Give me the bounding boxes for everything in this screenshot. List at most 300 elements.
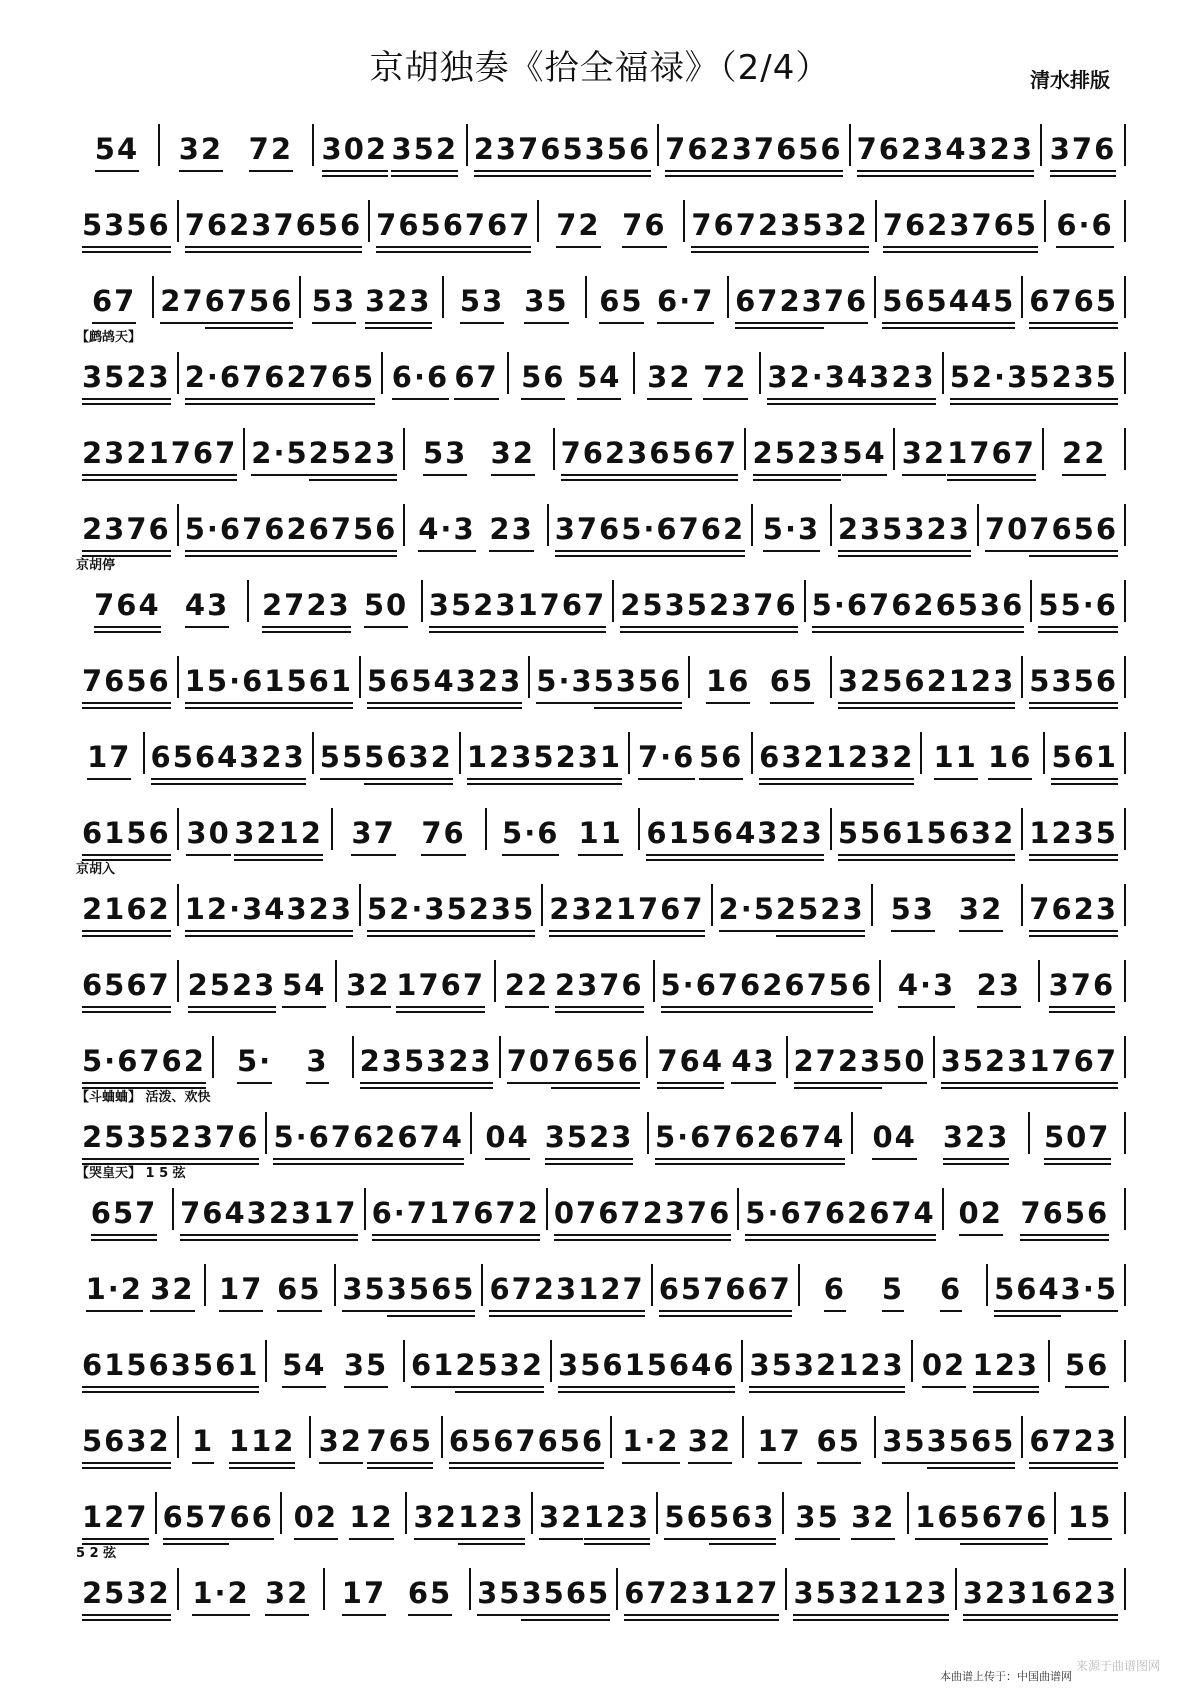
note-group: 2523	[188, 968, 277, 1016]
measure	[443, 1412, 610, 1472]
score-title: 京胡独奏《拾全福禄》（2/4）	[369, 48, 831, 88]
score-line	[76, 180, 1126, 256]
note-group: 507	[1044, 1120, 1111, 1168]
measure	[788, 1032, 933, 1092]
note-group: 3212	[234, 816, 323, 864]
measure	[935, 1032, 1124, 1092]
measure	[76, 272, 152, 332]
note-group: 1·2	[86, 1272, 143, 1320]
measure	[76, 1260, 204, 1320]
note-group: 565	[882, 284, 949, 332]
note-group: 674	[869, 1196, 936, 1244]
note-group: 561	[1051, 740, 1118, 788]
measure	[753, 728, 920, 788]
note-group: 5·6762	[745, 1196, 869, 1244]
note-group: 17	[758, 1424, 802, 1472]
measure	[635, 348, 759, 408]
measure	[76, 576, 247, 636]
note-group: 65	[599, 284, 643, 332]
section-mark: 京胡停	[76, 558, 116, 573]
measure	[555, 424, 744, 484]
measure	[909, 1488, 1054, 1548]
note-group: 2162	[82, 892, 171, 940]
note-group: 5·6762	[661, 968, 785, 1016]
measure	[744, 1412, 874, 1472]
note-group: 23	[489, 512, 533, 560]
measure	[876, 272, 1021, 332]
note-group: 12	[349, 1500, 393, 1548]
score-line	[76, 104, 1126, 180]
measure	[214, 1032, 352, 1092]
measure	[179, 1412, 309, 1472]
note-group: 765	[309, 360, 376, 408]
measure	[314, 728, 459, 788]
note-group: 6756	[784, 968, 873, 1016]
note-group: 23	[977, 968, 1021, 1016]
note-group: 5·6	[502, 816, 559, 864]
measure	[832, 500, 977, 560]
note-group: 765	[367, 1424, 434, 1472]
note-group: 65	[408, 1576, 452, 1624]
note-group: 32	[150, 1272, 194, 1320]
note-group: 32	[491, 436, 535, 484]
measure	[361, 880, 541, 940]
note-group: 5·6762	[812, 588, 936, 636]
note-group: 5·6762	[655, 1120, 779, 1168]
barline	[1124, 1416, 1126, 1458]
note-group: 7656	[82, 664, 171, 712]
measure	[1023, 272, 1124, 332]
note-group: 2123	[927, 664, 1016, 712]
measure	[1023, 880, 1124, 940]
note-group: 123	[584, 1500, 651, 1548]
note-group: 53	[891, 892, 935, 940]
measure	[1030, 1108, 1124, 1168]
note-group: 4·3	[898, 968, 955, 1016]
note-group: 2317	[269, 1196, 358, 1244]
note-group: 32	[647, 360, 691, 408]
measure	[1046, 196, 1124, 256]
measure	[988, 1260, 1124, 1320]
note-group: 5356	[562, 132, 651, 180]
note-group: 6·6	[1056, 208, 1113, 256]
section-mark: 京胡入	[76, 862, 116, 877]
note-group: 323	[365, 284, 432, 332]
score-line	[76, 1396, 1126, 1472]
note-group: 6·6	[392, 360, 449, 408]
note-group: 70	[985, 512, 1029, 560]
note-group: 323	[943, 1120, 1010, 1168]
note-group: 2523	[753, 436, 842, 484]
note-group: 5632	[927, 816, 1016, 864]
score-line	[76, 1320, 1126, 1396]
note-group: 7623	[665, 132, 754, 180]
measure	[157, 1488, 280, 1548]
note-group: 6723	[1029, 1424, 1118, 1472]
note-group: 35	[882, 1424, 926, 1472]
measure	[877, 196, 1044, 256]
note-group: 5561	[838, 816, 927, 864]
note-group: 02	[959, 1196, 1003, 1244]
measure	[1050, 1336, 1124, 1396]
measure	[1032, 576, 1124, 636]
note-group: 4323	[434, 664, 523, 712]
measure	[873, 880, 1022, 940]
note-group: 16	[915, 1500, 959, 1548]
note-group: 11	[578, 816, 622, 864]
barline	[1124, 808, 1126, 850]
note-group: 6·7	[657, 284, 714, 332]
note-group: 61	[411, 1348, 455, 1396]
barline	[1124, 1188, 1126, 1230]
note-group: 2376	[474, 132, 563, 180]
measure	[337, 956, 494, 1016]
note-group: 16	[706, 664, 750, 712]
measure	[471, 1564, 616, 1624]
note-group: 27	[160, 284, 204, 332]
measure	[618, 1564, 785, 1624]
score-line	[76, 1244, 1126, 1320]
note-group: 11	[934, 740, 978, 788]
note-group: 22	[505, 968, 549, 1016]
measure	[267, 1108, 469, 1168]
note-group: 43	[731, 1044, 775, 1092]
note-group: 4323	[735, 816, 824, 864]
note-group: 123	[973, 1348, 1040, 1396]
note-group: 7623	[883, 208, 972, 256]
measure	[655, 956, 880, 1016]
barline	[1124, 580, 1126, 622]
note-group: 6	[940, 1272, 962, 1320]
measure	[614, 576, 803, 636]
note-group: 7643	[180, 1196, 269, 1244]
note-group: 2532	[82, 1576, 171, 1624]
note-group: 235	[838, 512, 905, 560]
measure	[249, 576, 420, 636]
measure	[552, 1336, 741, 1396]
measure	[746, 424, 893, 484]
score-line	[76, 940, 1126, 1016]
note-group: 2376	[555, 968, 644, 1016]
note-group: 5·3	[536, 664, 593, 712]
note-group: 2·5	[251, 436, 308, 484]
note-group: 127	[578, 1272, 645, 1320]
measure	[800, 1260, 986, 1320]
note-group: 5	[882, 1272, 904, 1320]
measure	[76, 1032, 212, 1092]
note-group: 3565	[387, 1272, 476, 1320]
barline	[1124, 1112, 1126, 1154]
note-group: 17	[219, 1272, 263, 1320]
note-group: 2723	[262, 588, 351, 636]
measure	[539, 196, 683, 256]
measure	[461, 728, 628, 788]
arranger-credit: 清水排版	[1030, 68, 1110, 92]
note-group: 2523	[776, 892, 865, 940]
note-group: 53	[460, 284, 504, 332]
note-group: 17	[87, 740, 131, 788]
measure	[658, 1488, 781, 1548]
note-group: 1767	[518, 588, 607, 636]
note-group: 7656	[273, 208, 362, 256]
note-group: 52·3	[950, 360, 1030, 408]
note-group: 1	[192, 1424, 214, 1472]
barline	[1124, 276, 1126, 318]
note-group: 1561	[264, 664, 353, 712]
note-group: 37	[351, 816, 395, 864]
note-group: 32	[179, 132, 223, 180]
note-group: 6723	[489, 1272, 578, 1320]
measure	[649, 1108, 851, 1168]
measure	[548, 1184, 737, 1244]
note-group: 376	[555, 512, 622, 560]
note-group: 4323	[264, 892, 353, 940]
note-group: 5·	[237, 1044, 272, 1092]
note-group: 231	[556, 740, 623, 788]
note-group: 123	[458, 1500, 525, 1548]
measure	[1044, 424, 1124, 484]
measure	[472, 1108, 647, 1168]
note-group: 72	[556, 208, 600, 256]
measure	[301, 272, 442, 332]
measure	[405, 500, 546, 560]
score-body	[76, 104, 1126, 1624]
measure	[76, 1184, 172, 1244]
note-group: 2723	[794, 1044, 883, 1092]
measure	[76, 652, 177, 712]
measure	[76, 880, 177, 940]
note-group: 35	[524, 284, 568, 332]
measure	[423, 576, 612, 636]
measure	[549, 500, 751, 560]
note-group: 2535	[620, 588, 709, 636]
note-group: 1767	[149, 436, 238, 484]
note-group: 667	[725, 1272, 792, 1320]
measure	[612, 1412, 742, 1472]
measure	[784, 1488, 907, 1548]
measure	[145, 728, 312, 788]
note-group: 5·6762	[185, 512, 309, 560]
barline	[1124, 960, 1126, 1002]
measure	[325, 1564, 469, 1624]
note-group: 5235	[1029, 360, 1118, 408]
measure	[444, 272, 585, 332]
measure	[179, 804, 331, 864]
measure	[366, 1184, 546, 1244]
score-line	[76, 332, 1126, 408]
note-group: 3523	[82, 360, 171, 408]
note-group: 7656	[1029, 512, 1118, 560]
barline	[1124, 1568, 1126, 1610]
note-group: 17	[342, 1576, 386, 1624]
note-group: 2532	[455, 1348, 544, 1396]
note-group: 7656	[515, 1424, 604, 1472]
barline	[1124, 200, 1126, 242]
note-group: 12·3	[185, 892, 265, 940]
measure	[876, 1412, 1021, 1472]
note-group: 6756	[205, 284, 294, 332]
note-group: 3·5	[1061, 1272, 1118, 1320]
note-group: 127	[82, 1500, 149, 1548]
note-group: 4323	[217, 740, 306, 788]
note-group: 72	[249, 132, 293, 180]
note-group: 656	[449, 1424, 516, 1472]
score-line	[76, 256, 1126, 332]
note-group: 2·5	[719, 892, 776, 940]
measure	[743, 1336, 910, 1396]
measure	[530, 652, 688, 712]
note-group: 1232	[826, 740, 915, 788]
note-group: 16	[988, 740, 1032, 788]
measure	[76, 1488, 155, 1548]
measure	[653, 1260, 798, 1320]
note-group: 55	[320, 740, 364, 788]
note-group: 50	[882, 1044, 926, 1092]
note-group: 54	[95, 132, 139, 180]
measure	[76, 500, 177, 560]
measure	[361, 652, 528, 712]
measure	[895, 424, 1042, 484]
note-group: 3561	[171, 1348, 260, 1396]
measure	[690, 652, 829, 712]
measure	[405, 424, 552, 484]
measure	[630, 728, 751, 788]
measure	[179, 880, 359, 940]
measure	[496, 956, 653, 1016]
note-group: 3523	[941, 1044, 1030, 1092]
note-group: 1·2	[622, 1424, 679, 1472]
note-group: 6156	[646, 816, 735, 864]
note-group: 5676	[960, 1500, 1049, 1548]
note-group: 5356	[82, 208, 171, 256]
note-group: 54	[577, 360, 621, 408]
measure	[314, 120, 466, 180]
note-group: 54	[842, 436, 886, 484]
barline	[1124, 656, 1126, 698]
note-group: 04	[872, 1120, 916, 1168]
note-group: 6765	[1029, 284, 1118, 332]
section-mark: 5 2 弦	[76, 1546, 117, 1561]
note-group: 7·6	[638, 740, 695, 788]
note-group: 0767	[554, 1196, 643, 1244]
note-group: 6156	[82, 1348, 171, 1396]
barline	[1124, 884, 1126, 926]
note-group: 764	[94, 588, 161, 636]
note-group: 5·6762	[82, 1044, 206, 1092]
note-group: 323	[963, 1576, 1030, 1624]
note-group: 1767	[947, 436, 1036, 484]
note-group: 54	[282, 968, 326, 1016]
measure	[487, 804, 639, 864]
note-group: 7623	[561, 436, 650, 484]
barline	[1124, 1492, 1126, 1534]
note-group: 30	[186, 816, 230, 864]
note-group: 1767	[396, 968, 485, 1016]
section-mark: 【哭皇天】 1 5 弦	[76, 1166, 186, 1181]
note-group: 3523	[429, 588, 518, 636]
measure	[509, 348, 633, 408]
measure	[407, 1488, 530, 1548]
note-group: 5356	[594, 664, 683, 712]
measure	[206, 1260, 334, 1320]
note-group: 672	[473, 1196, 540, 1244]
measure	[729, 272, 874, 332]
note-group: 1767	[1029, 1044, 1118, 1092]
measure	[405, 1336, 550, 1396]
note-group: 2376	[643, 1196, 732, 1244]
note-group: 65	[770, 664, 814, 712]
score-line	[76, 636, 1126, 712]
note-group: 3	[306, 1044, 328, 1092]
note-group: 35	[344, 1348, 388, 1396]
section-mark: 【鹧鸪天】	[76, 330, 142, 345]
measure	[832, 804, 1021, 864]
note-group: 5356	[1029, 664, 1118, 712]
note-group: 65	[817, 1424, 861, 1472]
note-group: 564	[994, 1272, 1061, 1320]
measure	[944, 348, 1124, 408]
measure	[648, 1032, 786, 1092]
measure	[160, 120, 312, 180]
measure	[76, 120, 158, 180]
note-group: 352	[391, 132, 458, 180]
measure	[76, 728, 143, 788]
note-group: 674	[397, 1120, 464, 1168]
measure	[179, 1564, 323, 1624]
note-group: 35	[477, 1576, 521, 1624]
note-group: 6756	[309, 512, 398, 560]
section-mark: 【斗蛐蛐】 活泼、欢快	[76, 1090, 211, 1105]
note-group: 35	[795, 1500, 839, 1548]
note-group: 2376	[709, 588, 798, 636]
note-group: 2376	[171, 1120, 260, 1168]
measure	[76, 424, 243, 484]
note-group: 02	[922, 1348, 966, 1396]
note-group: 5·3	[763, 512, 820, 560]
measure	[533, 1488, 656, 1548]
note-group: 32	[346, 968, 390, 1016]
score-line	[76, 1472, 1126, 1548]
measure	[787, 1564, 954, 1624]
measure	[76, 196, 177, 256]
note-group: 323	[426, 1044, 493, 1092]
measure	[851, 120, 1040, 180]
note-group: 76	[421, 816, 465, 864]
measure	[587, 272, 728, 332]
note-group: 2376	[82, 512, 171, 560]
measure	[1040, 956, 1124, 1016]
measure	[468, 120, 657, 180]
measure	[174, 1184, 363, 1244]
measure	[76, 956, 177, 1016]
note-group: 32	[414, 1500, 458, 1548]
measure	[853, 1108, 1028, 1168]
measure	[957, 1564, 1124, 1624]
note-group: 4323	[945, 132, 1034, 180]
note-group: 72	[703, 360, 747, 408]
note-group: 15·6	[185, 664, 265, 712]
measure	[640, 804, 829, 864]
measure	[179, 956, 336, 1016]
note-group: 7623	[857, 132, 946, 180]
measure	[154, 272, 299, 332]
note-group: 7623	[1029, 892, 1118, 940]
note-group: 3523	[545, 1120, 634, 1168]
note-group: 6·717	[372, 1196, 474, 1244]
note-group: 3256	[838, 664, 927, 712]
note-group: 76	[824, 284, 868, 332]
note-group: 2·6762	[185, 360, 309, 408]
